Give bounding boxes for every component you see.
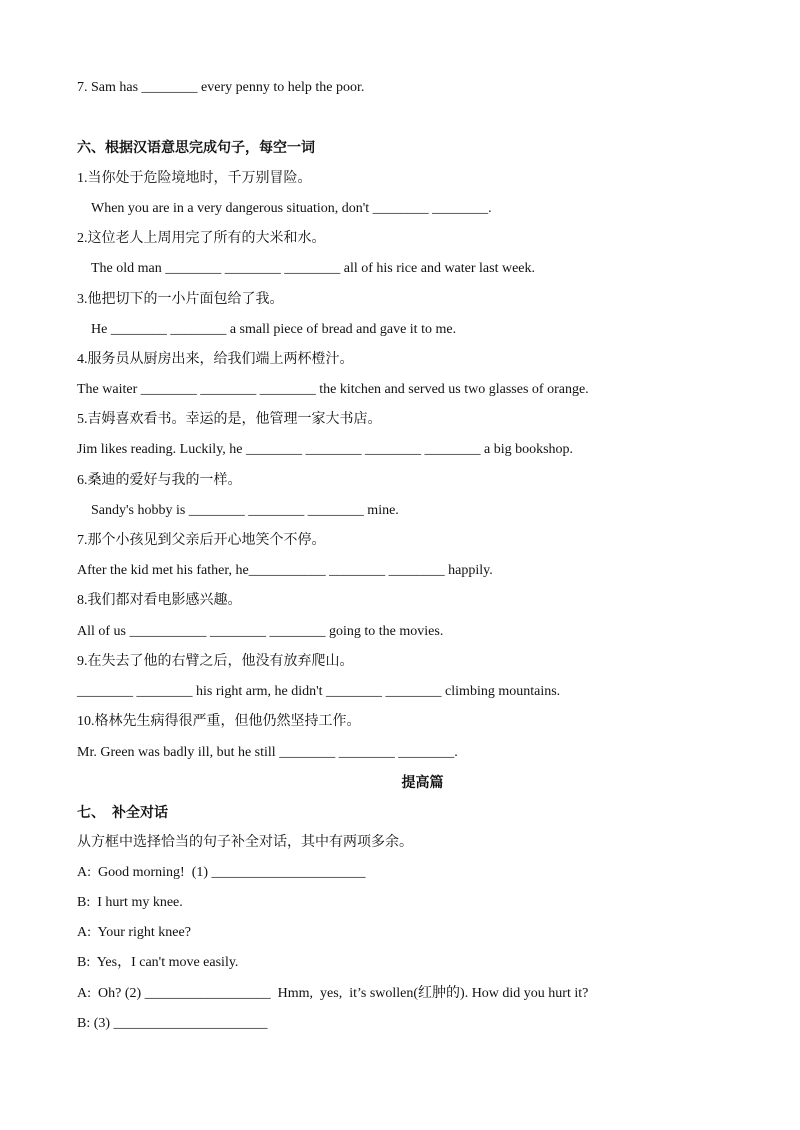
q7-chinese: 7.那个小孩见到父亲后开心地笑个不停。 (77, 533, 326, 548)
q6-chinese: 6.桑迪的爱好与我的一样。 (77, 473, 242, 488)
q6-english: Sandy's hobby is ________ ________ ________ mine. (91, 503, 399, 518)
section-6-heading: 六、根据汉语意思完成句子，每空一词 (77, 141, 315, 156)
dialogue-line-3: A: Your right knee? (77, 925, 191, 940)
section-7-heading: 七、 补全对话 (77, 806, 168, 821)
q3-chinese: 3.他把切下的一小片面包给了我。 (77, 292, 284, 307)
q2-chinese: 2.这位老人上周用完了所有的大米和水。 (77, 231, 326, 246)
question-7-sam: 7. Sam has ________ every penny to help the poor. (77, 80, 365, 95)
q1-english: When you are in a very dangerous situation, don't ________ ________. (91, 201, 492, 216)
q7-english: After the kid met his father, he___________ ________ ________ happily. (77, 563, 493, 578)
dialogue-line-6: B: (3) ______________________ (77, 1016, 268, 1031)
section-7-instructions: 从方框中选择恰当的句子补全对话，其中有两项多余。 (77, 835, 413, 850)
q2-english: The old man ________ ________ ________ all of his rice and water last week. (91, 261, 536, 276)
dialogue-line-2: B: I hurt my knee. (77, 895, 183, 910)
q3-english: He ________ ________ a small piece of bread and gave it to me. (91, 322, 457, 337)
q1-chinese: 1.当你处于危险境地时，千万别冒险。 (77, 171, 312, 186)
q5-chinese: 5.吉姆喜欢看书。幸运的是，他管理一家大书店。 (77, 412, 382, 427)
dialogue-line-1: A: Good morning! (1) ______________________ (77, 865, 366, 880)
q10-chinese: 10.格林先生病得很严重，但他仍然坚持工作。 (77, 714, 361, 729)
advanced-section-title: 提高篇 (401, 776, 444, 791)
q4-english: The waiter ________ ________ ________ the kitchen and served us two glasses of orange. (77, 382, 589, 397)
dialogue-line-4: B: Yes，I can't move easily. (77, 955, 239, 970)
q9-english: ________ ________ his right arm, he didn't ________ ________ climbing mountains. (77, 684, 561, 699)
q9-chinese: 9.在失去了他的右臂之后，他没有放弃爬山。 (77, 654, 354, 669)
dialogue-line-5: A: Oh? (2) __________________ Hmm, yes, it’s swollen(红肿的). How did you hurt it? (77, 986, 589, 1001)
q8-english: All of us ___________ ________ ________ going to the movies. (77, 624, 444, 639)
q10-english: Mr. Green was badly ill, but he still ________ ________ ________. (77, 745, 458, 760)
q8-chinese: 8.我们都对看电影感兴趣。 (77, 593, 242, 608)
q4-chinese: 4.服务员从厨房出来，给我们端上两杯橙汁。 (77, 352, 354, 367)
q5-english: Jim likes reading. Luckily, he ________ ________ ________ ________ a big bookshop. (77, 442, 574, 457)
